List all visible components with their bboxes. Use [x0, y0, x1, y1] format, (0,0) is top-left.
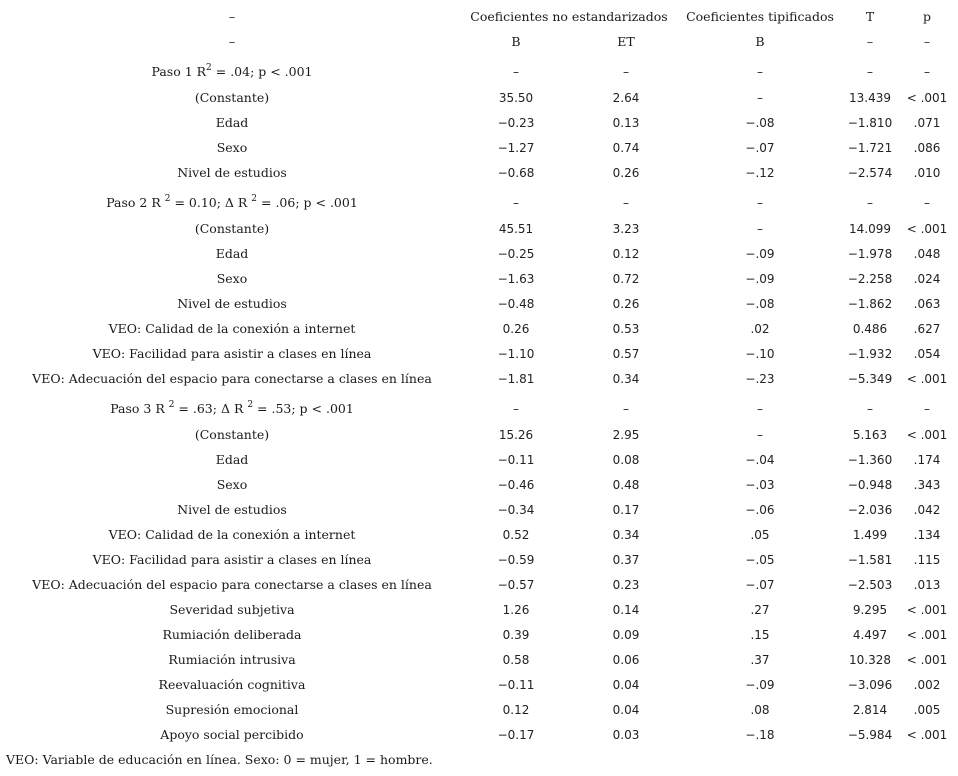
row-label: (Constante): [194, 90, 270, 105]
step-3-row: [0, 399, 958, 419]
row-et: 2.95: [612, 428, 640, 442]
header-unstandardized: Coeficientes no estandarizados: [470, 9, 668, 24]
row-p: .063: [913, 297, 941, 311]
row-p: .002: [913, 678, 941, 692]
row-et: 0.09: [612, 628, 640, 642]
row-label: VEO: Adecuación del espacio para conectarse a clases en línea: [32, 371, 432, 386]
row-beta: −.08: [745, 297, 775, 311]
step-2-label: Paso 2 R $^2$ = 0.10; Δ R $^2$ = .06; p < .001: [106, 194, 358, 210]
row-p: .627: [913, 322, 941, 336]
row-b: 1.26: [502, 603, 530, 617]
table-row: [0, 650, 958, 670]
table-row: [0, 369, 958, 389]
table-row: [0, 425, 958, 445]
row-et: 0.13: [612, 116, 640, 130]
row-b: −1.27: [497, 141, 535, 155]
row-et: 0.57: [612, 347, 640, 361]
step-2-row: [0, 193, 958, 213]
row-b: −0.25: [497, 247, 535, 261]
row-beta: −.08: [745, 116, 775, 130]
row-label: VEO: Adecuación del espacio para conectarse a clases en línea: [32, 577, 432, 592]
step-3-t: –: [867, 402, 873, 416]
row-beta: .08: [750, 703, 770, 717]
row-beta: .37: [750, 653, 770, 667]
row-b: −0.23: [497, 116, 535, 130]
row-p: .174: [913, 453, 941, 467]
row-et: 0.23: [612, 578, 640, 592]
step-2-et: –: [623, 196, 629, 210]
table-row: [0, 344, 958, 364]
row-t: −1.978: [847, 247, 893, 261]
row-b: 0.52: [502, 528, 530, 542]
row-t: 14.099: [849, 222, 891, 236]
table-row: [0, 450, 958, 470]
step-1-row: [0, 62, 958, 82]
row-beta: −.03: [745, 478, 775, 492]
row-b: −0.34: [497, 503, 535, 517]
row-t: −2.258: [847, 272, 893, 286]
row-et: 0.04: [612, 678, 640, 692]
row-et: 2.64: [612, 91, 640, 105]
step-3-b: –: [513, 402, 519, 416]
row-b: 0.58: [502, 653, 530, 667]
row-beta: .15: [750, 628, 770, 642]
step-3-beta: –: [757, 402, 763, 416]
row-et: 0.74: [612, 141, 640, 155]
row-t: 10.328: [849, 653, 891, 667]
table-row: [0, 113, 958, 133]
row-et: 0.04: [612, 703, 640, 717]
row-p: .048: [913, 247, 941, 261]
row-p: .010: [913, 166, 941, 180]
step-1-p: –: [924, 65, 930, 79]
row-p: < .001: [906, 653, 948, 667]
row-b: −0.57: [497, 578, 535, 592]
row-label: Supresión emocional: [165, 702, 299, 717]
row-t: −5.984: [847, 728, 893, 742]
subheader-label: –: [228, 34, 236, 49]
row-p: < .001: [906, 728, 948, 742]
row-label: VEO: Facilidad para asistir a clases en línea: [92, 346, 372, 361]
row-label: Nivel de estudios: [177, 165, 287, 180]
table-row: [0, 319, 958, 339]
row-et: 0.48: [612, 478, 640, 492]
row-b: 0.39: [502, 628, 530, 642]
row-et: 0.26: [612, 297, 640, 311]
table-row: [0, 625, 958, 645]
row-label: Edad: [215, 115, 249, 130]
row-beta: −.06: [745, 503, 775, 517]
row-beta: −.10: [745, 347, 775, 361]
row-p: < .001: [906, 603, 948, 617]
table-row: [0, 525, 958, 545]
row-label: Apoyo social percibido: [160, 727, 304, 742]
row-label: Sexo: [216, 140, 248, 155]
table-row: [0, 700, 958, 720]
step-2-b: –: [513, 196, 519, 210]
row-t: 5.163: [852, 428, 888, 442]
table-row: [0, 550, 958, 570]
row-t: −1.721: [847, 141, 893, 155]
row-label: Reevaluación cognitiva: [158, 677, 306, 692]
row-et: 0.53: [612, 322, 640, 336]
row-p: < .001: [906, 91, 948, 105]
subheader-beta: B: [755, 34, 765, 49]
row-label: Sexo: [216, 271, 248, 286]
step-3-label: Paso 3 R $^2$ = .63; Δ R $^2$ = .53; p < .001: [110, 400, 354, 416]
row-p: .115: [913, 553, 941, 567]
row-p: .042: [913, 503, 941, 517]
row-label: Rumiación intrusiva: [168, 652, 296, 667]
row-et: 0.72: [612, 272, 640, 286]
row-t: 4.497: [852, 628, 888, 642]
row-et: 0.26: [612, 166, 640, 180]
row-b: 0.12: [502, 703, 530, 717]
row-t: −1.360: [847, 453, 893, 467]
header-standardized: Coeficientes tipificados: [686, 9, 834, 24]
header-t: T: [865, 9, 875, 24]
step-3-et: –: [623, 402, 629, 416]
row-t: −1.581: [847, 553, 893, 567]
row-et: 0.06: [612, 653, 640, 667]
subheader-p: –: [923, 34, 931, 49]
table-row: [0, 244, 958, 264]
row-label: VEO: Calidad de la conexión a internet: [108, 321, 356, 336]
header-p: p: [922, 9, 932, 24]
row-t: −2.036: [847, 503, 893, 517]
row-beta: −.07: [745, 141, 775, 155]
row-t: −1.932: [847, 347, 893, 361]
row-b: −0.11: [497, 678, 535, 692]
step-2-beta: –: [757, 196, 763, 210]
row-t: −3.096: [847, 678, 893, 692]
step-2-t: –: [867, 196, 873, 210]
row-t: 1.499: [852, 528, 888, 542]
step-1-beta: –: [757, 65, 763, 79]
row-label: Nivel de estudios: [177, 296, 287, 311]
step-1-b: –: [513, 65, 519, 79]
row-p: .054: [913, 347, 941, 361]
row-beta: .27: [750, 603, 770, 617]
step-3-p: –: [924, 402, 930, 416]
row-et: 0.12: [612, 247, 640, 261]
subheader-t: –: [866, 34, 874, 49]
row-et: 0.14: [612, 603, 640, 617]
step-1-t: –: [867, 65, 873, 79]
row-p: < .001: [906, 372, 948, 386]
row-t: −2.574: [847, 166, 893, 180]
row-b: −0.59: [497, 553, 535, 567]
row-p: .071: [913, 116, 941, 130]
row-et: 0.37: [612, 553, 640, 567]
table-row: [0, 675, 958, 695]
table-row: [0, 575, 958, 595]
row-et: 3.23: [612, 222, 640, 236]
row-label: VEO: Calidad de la conexión a internet: [108, 527, 356, 542]
table-row: [0, 500, 958, 520]
subheader-et: ET: [617, 34, 635, 49]
row-b: −0.11: [497, 453, 535, 467]
row-beta: –: [757, 91, 763, 105]
row-label: Sexo: [216, 477, 248, 492]
row-et: 0.03: [612, 728, 640, 742]
subheader-b: B: [511, 34, 521, 49]
row-p: .343: [913, 478, 941, 492]
row-beta: −.04: [745, 453, 775, 467]
table-row: [0, 725, 958, 745]
row-t: −2.503: [847, 578, 893, 592]
table-row: [0, 600, 958, 620]
row-beta: −.09: [745, 678, 775, 692]
header-row-2: [0, 32, 958, 52]
row-b: −1.10: [497, 347, 535, 361]
step-2-p: –: [924, 196, 930, 210]
row-beta: .02: [750, 322, 770, 336]
row-t: −0.948: [847, 478, 893, 492]
row-et: 0.08: [612, 453, 640, 467]
row-b: −0.17: [497, 728, 535, 742]
table-row: [0, 294, 958, 314]
row-beta: −.18: [745, 728, 775, 742]
row-t: −5.349: [847, 372, 893, 386]
row-beta: –: [757, 222, 763, 236]
row-b: −1.81: [497, 372, 535, 386]
row-label: (Constante): [194, 221, 270, 236]
row-beta: −.09: [745, 272, 775, 286]
row-b: 15.26: [498, 428, 534, 442]
row-label: Edad: [215, 452, 249, 467]
row-beta: −.23: [745, 372, 775, 386]
row-b: −0.68: [497, 166, 535, 180]
row-label: (Constante): [194, 427, 270, 442]
step-1-label: Paso 1 $R^2 = .04$; p < .001: [151, 63, 313, 79]
row-p: .134: [913, 528, 941, 542]
row-t: 2.814: [852, 703, 888, 717]
header-row-1: [0, 7, 958, 27]
row-et: 0.17: [612, 503, 640, 517]
row-t: 0.486: [852, 322, 888, 336]
table-row: [0, 163, 958, 183]
table-row: [0, 88, 958, 108]
row-p: < .001: [906, 428, 948, 442]
row-b: 0.26: [502, 322, 530, 336]
row-label: Edad: [215, 246, 249, 261]
row-beta: −.07: [745, 578, 775, 592]
row-b: −0.46: [497, 478, 535, 492]
table-row: [0, 138, 958, 158]
row-beta: −.05: [745, 553, 775, 567]
row-b: 35.50: [498, 91, 534, 105]
table-row: [0, 269, 958, 289]
row-b: −1.63: [497, 272, 535, 286]
row-p: .005: [913, 703, 941, 717]
row-p: .013: [913, 578, 941, 592]
row-t: −1.862: [847, 297, 893, 311]
row-t: 9.295: [852, 603, 888, 617]
row-label: Nivel de estudios: [177, 502, 287, 517]
row-p: .086: [913, 141, 941, 155]
row-b: 45.51: [498, 222, 534, 236]
row-b: −0.48: [497, 297, 535, 311]
row-label: Rumiación deliberada: [162, 627, 302, 642]
step-1-et: –: [623, 65, 629, 79]
row-beta: −.12: [745, 166, 775, 180]
row-p: .024: [913, 272, 941, 286]
row-et: 0.34: [612, 528, 640, 542]
table-note: VEO: Variable de educación en línea. Sexo: 0 = mujer, 1 = hombre.: [6, 752, 433, 767]
row-p: < .001: [906, 222, 948, 236]
table-row: [0, 219, 958, 239]
row-label: Severidad subjetiva: [169, 602, 295, 617]
row-label: VEO: Facilidad para asistir a clases en línea: [92, 552, 372, 567]
row-t: 13.439: [849, 91, 891, 105]
row-t: −1.810: [847, 116, 893, 130]
row-beta: –: [757, 428, 763, 442]
row-et: 0.34: [612, 372, 640, 386]
header-label: –: [228, 9, 236, 24]
row-beta: −.09: [745, 247, 775, 261]
table-row: [0, 475, 958, 495]
row-beta: .05: [750, 528, 770, 542]
row-p: < .001: [906, 628, 948, 642]
